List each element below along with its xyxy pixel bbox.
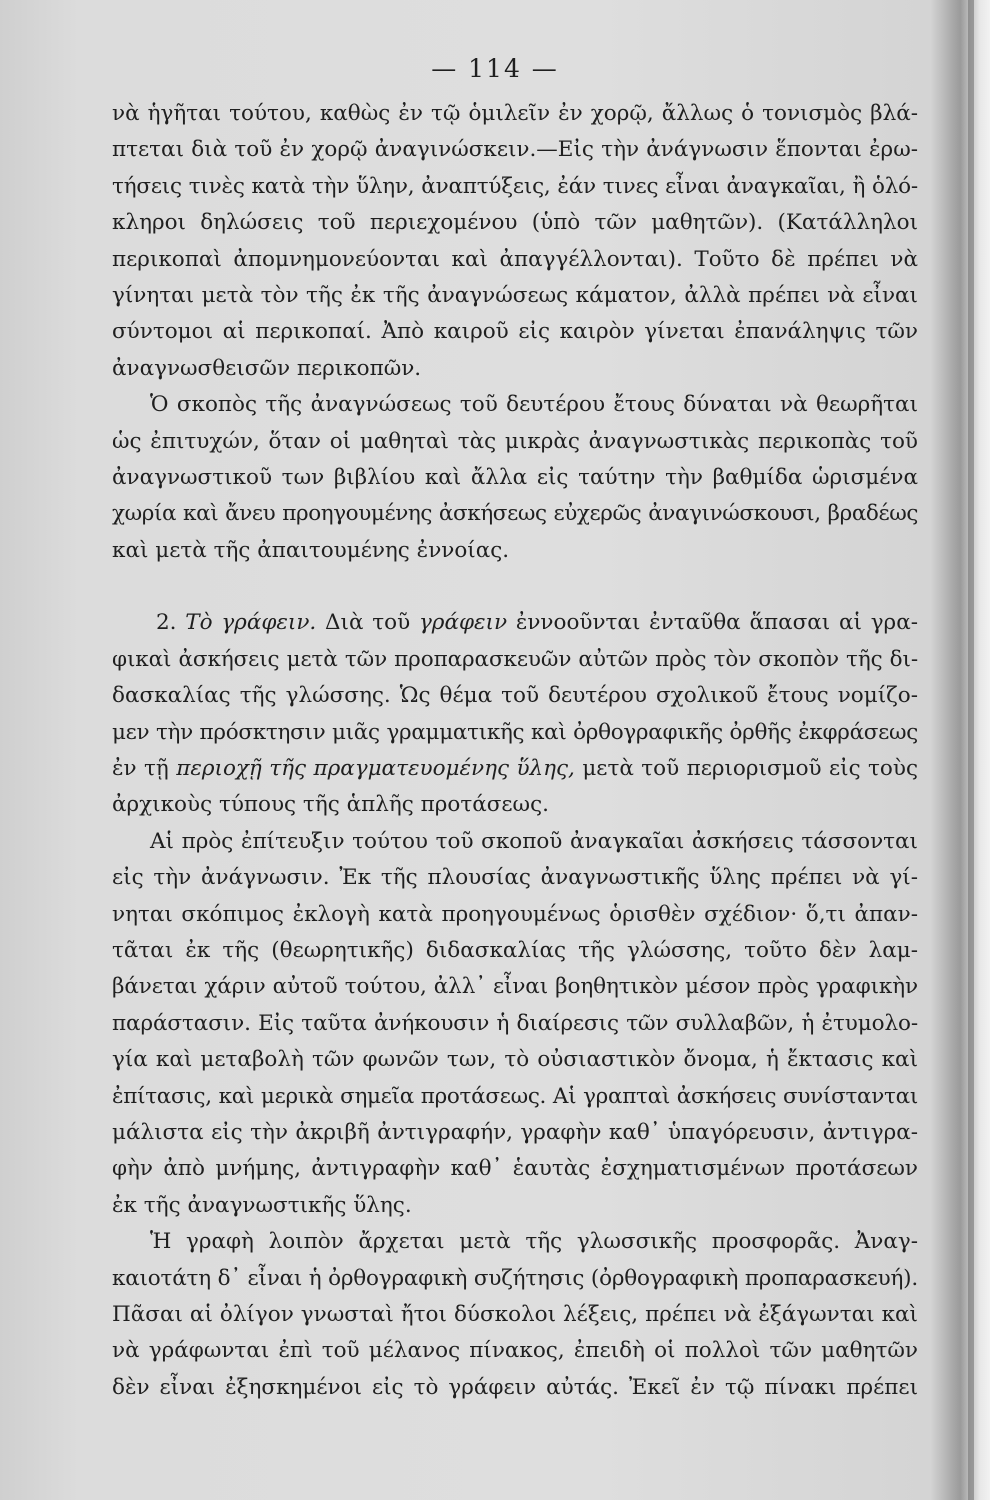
- page-body: [112, 96, 918, 1406]
- text-fragment: μετὰ τοῦ περιορισμοῦ εἰς τοὺς: [582, 755, 918, 781]
- text-line: φικαὶ ἀσκήσεις μετὰ τῶν προπαρασκευῶν αὐτῶν πρὸς τὸν σκοπὸν τῆς δι-: [112, 646, 918, 672]
- text-line: χωρία καὶ ἄνευ προηγουμένης ἀσκήσεως εὐχερῶς ἀναγινώσκουσι, βραδέως: [112, 501, 918, 527]
- text-line: βάνεται χάριν αὐτοῦ τούτου, ἀλλ᾽ εἶναι βοηθητικὸν μέσον πρὸς γραφικὴν: [112, 974, 918, 1000]
- text-line: σύντομοι αἱ περικοπαί. Ἀπὸ καιροῦ εἰς καιρὸν γίνεται ἐπανάληψις τῶν: [112, 319, 918, 345]
- text-line: εἰς τὴν ἀνάγνωσιν. Ἐκ τῆς πλουσίας ἀναγνωστικῆς ὕλης πρέπει νὰ γί-: [112, 865, 918, 891]
- italic-phrase: περιοχῇ τῆς πραγματευομένης ὕλης,: [176, 755, 575, 781]
- text-line: νὰ γράφωνται ἐπὶ τοῦ μέλανος πίνακος, ἐπειδὴ οἱ πολλοὶ τῶν μαθητῶν: [112, 1338, 918, 1364]
- text-line: μάλιστα εἰς τὴν ἀκριβῆ ἀντιγραφήν, γραφὴν καθ᾽ ὑπαγόρευσιν, ἀντιγρα-: [112, 1119, 918, 1145]
- italic-term: γράφειν: [418, 610, 508, 636]
- text-line: τήσεις τινὲς κατὰ τὴν ὕλην, ἀναπτύξεις, ἐάν τινες εἶναι ἀναγκαῖαι, ἢ ὁλό-: [112, 173, 918, 199]
- text-line: [112, 751, 918, 787]
- text-line: ἐκ τῆς ἀναγνωστικῆς ὕλης.: [112, 1192, 412, 1218]
- text-line: νηται σκόπιμος ἐκλογὴ κατὰ προηγουμένως ὁρισθὲν σχέδιον· ὅ,τι ἀπαν-: [112, 901, 918, 927]
- section-number: 2.: [156, 610, 177, 636]
- text-line: Αἱ πρὸς ἐπίτευξιν τούτου τοῦ σκοποῦ ἀναγκαῖαι ἀσκήσεις τάσσονται: [150, 828, 918, 854]
- section-title: Τὸ γράφειν.: [185, 610, 317, 636]
- text-line: νὰ ἡγῆται τούτου, καθὼς ἐν τῷ ὁμιλεῖν ἐν χορῷ, ἄλλως ὁ τονισμὸς βλά-: [112, 101, 918, 126]
- text-fragment: Διὰ τοῦ: [325, 610, 411, 636]
- text-line: ἀρχικοὺς τύπους τῆς ἁπλῆς προτάσεως.: [112, 792, 549, 818]
- section-heading-line: [112, 605, 918, 641]
- text-line: καὶ μετὰ τῆς ἀπαιτουμένης ἐννοίας.: [112, 537, 510, 563]
- text-line: δὲν εἶναι ἐξησκημένοι εἰς τὸ γράφειν αὐτάς. Ἐκεῖ ἐν τῷ πίνακι πρέπει: [112, 1374, 918, 1400]
- text-fragment: ἐννοοῦνται ἐνταῦθα ἅπασαι αἱ γρα-: [515, 610, 918, 636]
- page-edge-shadow: [968, 0, 974, 1500]
- page-number: — 114 —: [431, 54, 559, 83]
- text-line: Ὁ σκοπὸς τῆς ἀναγνώσεως τοῦ δευτέρου ἔτους δύναται νὰ θεωρῆται: [150, 392, 918, 418]
- text-line: γίνηται μετὰ τὸν τῆς ἐκ τῆς ἀναγνώσεως κάματον, ἀλλὰ πρέπει νὰ εἶναι: [112, 283, 918, 309]
- text-line: μεν τὴν πρόσκτησιν μιᾶς γραμματικῆς καὶ ὀρθογραφικῆς ὀρθῆς ἐκφράσεως: [112, 719, 918, 745]
- text-line: παράστασιν. Εἰς ταῦτα ἀνήκουσιν ἡ διαίρεσις τῶν συλλαβῶν, ἡ ἐτυμολο-: [112, 1010, 918, 1036]
- text-line: γία καὶ μεταβολὴ τῶν φωνῶν των, τὸ οὐσιαστικὸν ὄνομα, ἡ ἔκτασις καὶ: [112, 1047, 918, 1073]
- section-spacer: [112, 569, 918, 605]
- text-line: ἀναγνωσθεισῶν περικοπῶν.: [112, 355, 422, 381]
- text-line: Ἡ γραφὴ λοιπὸν ἄρχεται μετὰ τῆς γλωσσικῆς προσφορᾶς. Ἀναγ-: [150, 1229, 918, 1255]
- text-line: ἐπίτασις, καὶ μερικὰ σημεῖα προτάσεως. Αἱ γραπταὶ ἀσκήσεις συνίστανται: [112, 1083, 918, 1109]
- text-line: καιοτάτη δ᾽ εἶναι ἡ ὀρθογραφικὴ συζήτησις (ὀρθογραφικὴ προπαρασκευή).: [112, 1265, 918, 1291]
- text-line: κληροι δηλώσεις τοῦ περιεχομένου (ὑπὸ τῶν μαθητῶν). (Κατάλληλοι: [112, 210, 918, 236]
- text-fragment: ἐν τῇ: [112, 755, 169, 781]
- text-line: φὴν ἀπὸ μνήμης, ἀντιγραφὴν καθ᾽ ἑαυτὰς ἐσχηματισμένων προτάσεων: [112, 1156, 918, 1182]
- text-line: Πᾶσαι αἱ ὀλίγον γνωσταὶ ἤτοι δύσκολοι λέξεις, πρέπει νὰ ἐξάγωνται καὶ: [112, 1302, 918, 1327]
- text-line: ὡς ἐπιτυχών, ὅταν οἱ μαθηταὶ τὰς μικρὰς ἀναγνωστικὰς περικοπὰς τοῦ: [112, 428, 918, 454]
- text-line: δασκαλίας τῆς γλώσσης. Ὡς θέμα τοῦ δευτέρου σχολικοῦ ἔτους νομίζο-: [112, 683, 918, 709]
- text-line: τᾶται ἐκ τῆς (θεωρητικῆς) διδασκαλίας τῆς γλώσσης, τοῦτο δὲν λαμ-: [112, 937, 918, 963]
- text-line: περικοπαὶ ἀπομνημονεύονται καὶ ἀπαγγέλλονται). Τοῦτο δὲ πρέπει νὰ: [112, 246, 918, 272]
- text-line: ἀναγνωστικοῦ των βιβλίου καὶ ἄλλα εἰς ταύτην τὴν βαθμίδα ὡρισμένα: [112, 465, 918, 491]
- text-line: πτεται διὰ τοῦ ἐν χορῷ ἀναγινώσκειν.—Εἰς τὴν ἀνάγνωσιν ἕπονται ἐρω-: [112, 137, 918, 163]
